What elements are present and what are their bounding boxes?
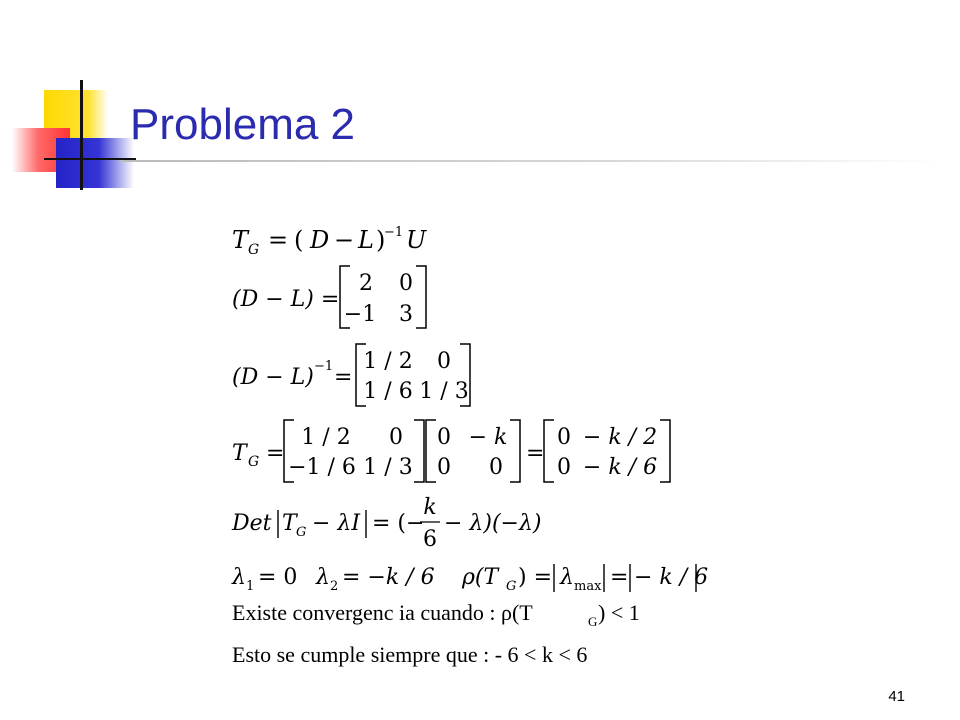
- eq4-m2-cell: − k: [468, 425, 508, 450]
- eq2-lhs: (D − L) =: [232, 287, 340, 312]
- eq4-m1-cell: 1 / 2: [301, 425, 351, 450]
- title-underline: [120, 160, 940, 162]
- eq4-m3-cell: − k / 2: [582, 425, 658, 450]
- equation-4: [232, 420, 670, 482]
- eq1-close: ): [376, 226, 386, 254]
- eq4-m2-cell: 0: [437, 425, 451, 450]
- eq6-lambda1-val: = 0: [258, 565, 298, 590]
- eq3-cell: 1 / 2: [363, 349, 413, 374]
- eq3-lhs: (D − L): [232, 365, 314, 390]
- equation-2: [232, 266, 426, 328]
- eq5-det: Det: [232, 511, 272, 536]
- equation-6: [231, 564, 708, 594]
- eq4-m1-cell: −1 / 6: [288, 455, 356, 480]
- eq6-lambda2-val: = −k / 6: [342, 565, 435, 590]
- eq3-cell: 0: [437, 349, 451, 374]
- eq2-cell: 3: [399, 302, 413, 327]
- decor-vertical-line: [80, 80, 83, 190]
- eq1-lhs: T: [232, 226, 249, 254]
- eq4-m1-bracket-right: [414, 420, 424, 482]
- eq6-eq: =: [610, 565, 629, 590]
- equation-block: [230, 214, 750, 674]
- eq2-bracket-right: [416, 266, 426, 328]
- eq5-t: T: [282, 511, 297, 536]
- eq6-rho: ρ(T: [462, 565, 499, 590]
- equation-1: [232, 225, 427, 258]
- eq6-lambda1-sub: 1: [246, 579, 255, 594]
- line7-end: ) < 1: [598, 600, 640, 625]
- eq1-d: D: [310, 226, 330, 254]
- eq4-m3-cell: 0: [557, 455, 571, 480]
- eq6-lambda1: λ: [232, 565, 246, 590]
- eq4-m2-cell: 0: [489, 455, 503, 480]
- eq6-lmax: λ: [560, 565, 574, 590]
- eq6-rho-close: ) =: [518, 565, 553, 590]
- eq4-eq2: =: [526, 441, 545, 466]
- eq1-exp: −1: [384, 225, 404, 240]
- eq6-lambda2: λ: [316, 565, 330, 590]
- eq4-m2-bracket-left: [426, 420, 436, 482]
- eq2-cell: 0: [399, 271, 413, 296]
- eq4-eq1: =: [266, 441, 285, 466]
- equation-3: [232, 344, 470, 406]
- eq5-sub: G: [296, 525, 307, 540]
- eq2-cell: −1: [343, 302, 377, 327]
- eq4-m3-bracket-left: [544, 420, 554, 482]
- eq4-m2-bracket-right: [510, 420, 520, 482]
- eq4-m1-cell: 0: [389, 425, 403, 450]
- eq1-lhs-sub: G: [248, 242, 260, 258]
- eq3-cell: 1 / 3: [419, 379, 469, 404]
- eq3-eq: =: [334, 365, 353, 390]
- eq5-minus-lambda-i: − λI: [312, 511, 361, 536]
- eq1-l: L: [358, 226, 374, 254]
- condition-statement: [232, 642, 587, 667]
- eq6-lambda2-sub: 2: [330, 579, 339, 594]
- eq6-abs-val: − k / 6: [634, 565, 709, 590]
- line7-sub: G: [588, 614, 598, 629]
- equation-5: [231, 495, 542, 552]
- eq2-cell: 2: [359, 271, 373, 296]
- decor-blue-square: [56, 138, 134, 188]
- eq6-lmax-sub: max: [574, 579, 602, 594]
- eq1-open: (: [294, 226, 304, 254]
- eq4-lhs: T: [232, 441, 247, 466]
- eq3-cell: 1 / 6: [363, 379, 413, 404]
- slide-title: Problema 2: [130, 100, 356, 149]
- eq5-eq: = (−: [372, 511, 425, 536]
- eq5-num: k: [423, 495, 437, 520]
- eq4-m1-cell: 1 / 3: [363, 455, 413, 480]
- page-number: 41: [888, 688, 905, 705]
- eq4-m3-bracket-right: [660, 420, 670, 482]
- eq3-exp: −1: [314, 359, 334, 374]
- eq4-m2-cell: 0: [437, 455, 451, 480]
- line8-text: Esto se cumple siempre que : - 6 < k < 6: [232, 642, 588, 667]
- line7-text: Existe convergenc ia cuando : ρ(T: [232, 600, 533, 625]
- eq6-rho-sub: G: [506, 579, 517, 594]
- eq5-den: 6: [423, 527, 437, 552]
- eq1-u: U: [406, 226, 427, 254]
- eq4-m3-cell: − k / 6: [582, 455, 658, 480]
- eq1-eq: =: [268, 226, 289, 254]
- eq1-minus: −: [334, 226, 355, 254]
- eq4-m3-cell: 0: [557, 425, 571, 450]
- eq5-rest: − λ)(−λ): [444, 511, 542, 536]
- convergence-statement: [232, 600, 640, 629]
- eq4-lhs-sub: G: [248, 454, 260, 470]
